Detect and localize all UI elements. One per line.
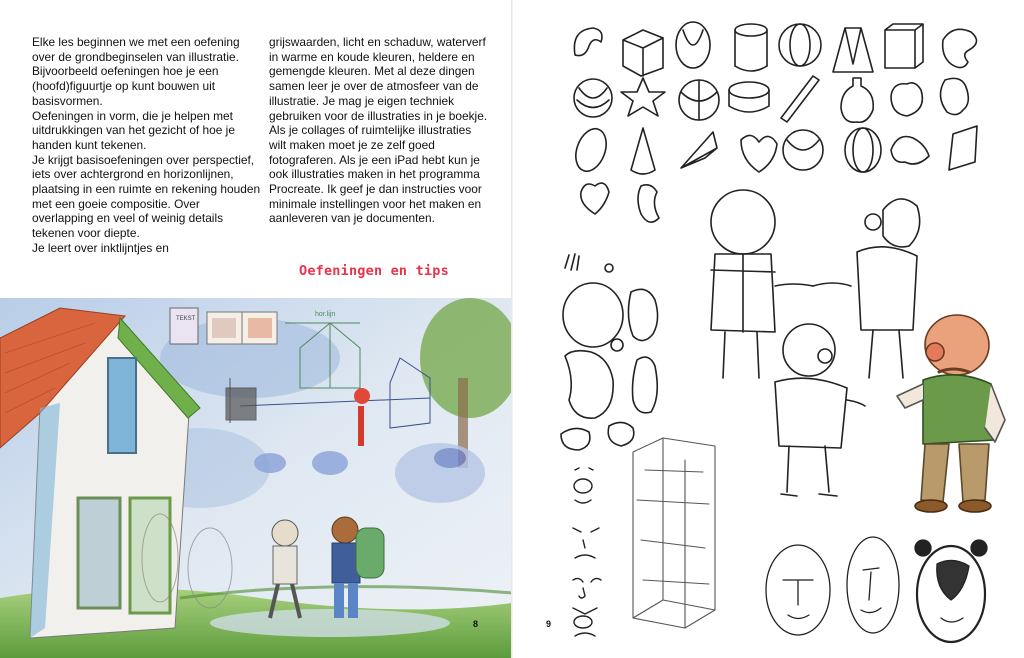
bottom-faces <box>766 537 987 642</box>
book-sketches <box>170 308 277 344</box>
house-door <box>78 498 120 608</box>
colored-man <box>897 315 1005 512</box>
paragraph: Je leert over inktlijntjes en <box>32 240 169 255</box>
watercolor-illustration <box>0 298 512 658</box>
right-page <box>513 0 1024 658</box>
sketch-note: hor.lijn <box>315 311 336 318</box>
shape-row-3 <box>570 125 977 176</box>
paragraph: Elke les beginnen we met een oefening over de grondbeginselen van illustratie. <box>32 35 240 64</box>
shape-row-4 <box>581 183 659 222</box>
text-column-1 <box>32 35 264 256</box>
paragraph: Oefeningen in vorm, die je helpen met uitdrukkingen van het gezicht of hoe je handen kunt tekenen. <box>32 108 235 152</box>
page-number-8: 8 <box>473 619 479 629</box>
figure-sketches <box>711 190 920 496</box>
shape-row-2 <box>574 76 968 122</box>
illustration-label: TEKST <box>176 316 196 322</box>
path-wash <box>210 609 450 637</box>
paragraph: grijswaarden, licht en schaduw, waterverf in warme en koude kleuren, heldere en gemengde kleuren. Met al deze dingen samen leer je over de atmosfeer van de illustratie. Je mag je eigen techniek gebruiken voor de illustraties in je boekje. Als je collages of ruimtelijke illustraties wilt maken moet je ze zelf goed fotograferen. Als je een iPad hebt kun je ook illustraties maken in het programma Procreate. Ik geef je dan instructies voor minimale instellingen voor het maken en aanleveren van je documenten. <box>269 35 488 226</box>
box-sketch <box>633 438 715 628</box>
expression-faces <box>573 468 601 636</box>
shape-row-1 <box>574 22 976 76</box>
page-number-9: 9 <box>546 619 552 629</box>
house-window <box>108 358 136 453</box>
section-heading: Oefeningen en tips <box>299 263 449 279</box>
paragraph: Je krijgt basisoefeningen over perspectief, iets over achtergrond en horizonlijnen, plaatsing in een ruimte en rekening houden met een goeie compositie. Over overlapping en veel of weinig details tekenen voor diepte. <box>32 152 261 241</box>
head-shapes <box>561 254 658 450</box>
paragraph: Bijvoorbeeld oefeningen hoe je een (hoofd)figuurtje op kunt bouwen uit basisvormen. <box>32 64 219 108</box>
sketch-sheet <box>513 0 1024 658</box>
text-column-2 <box>269 35 491 226</box>
